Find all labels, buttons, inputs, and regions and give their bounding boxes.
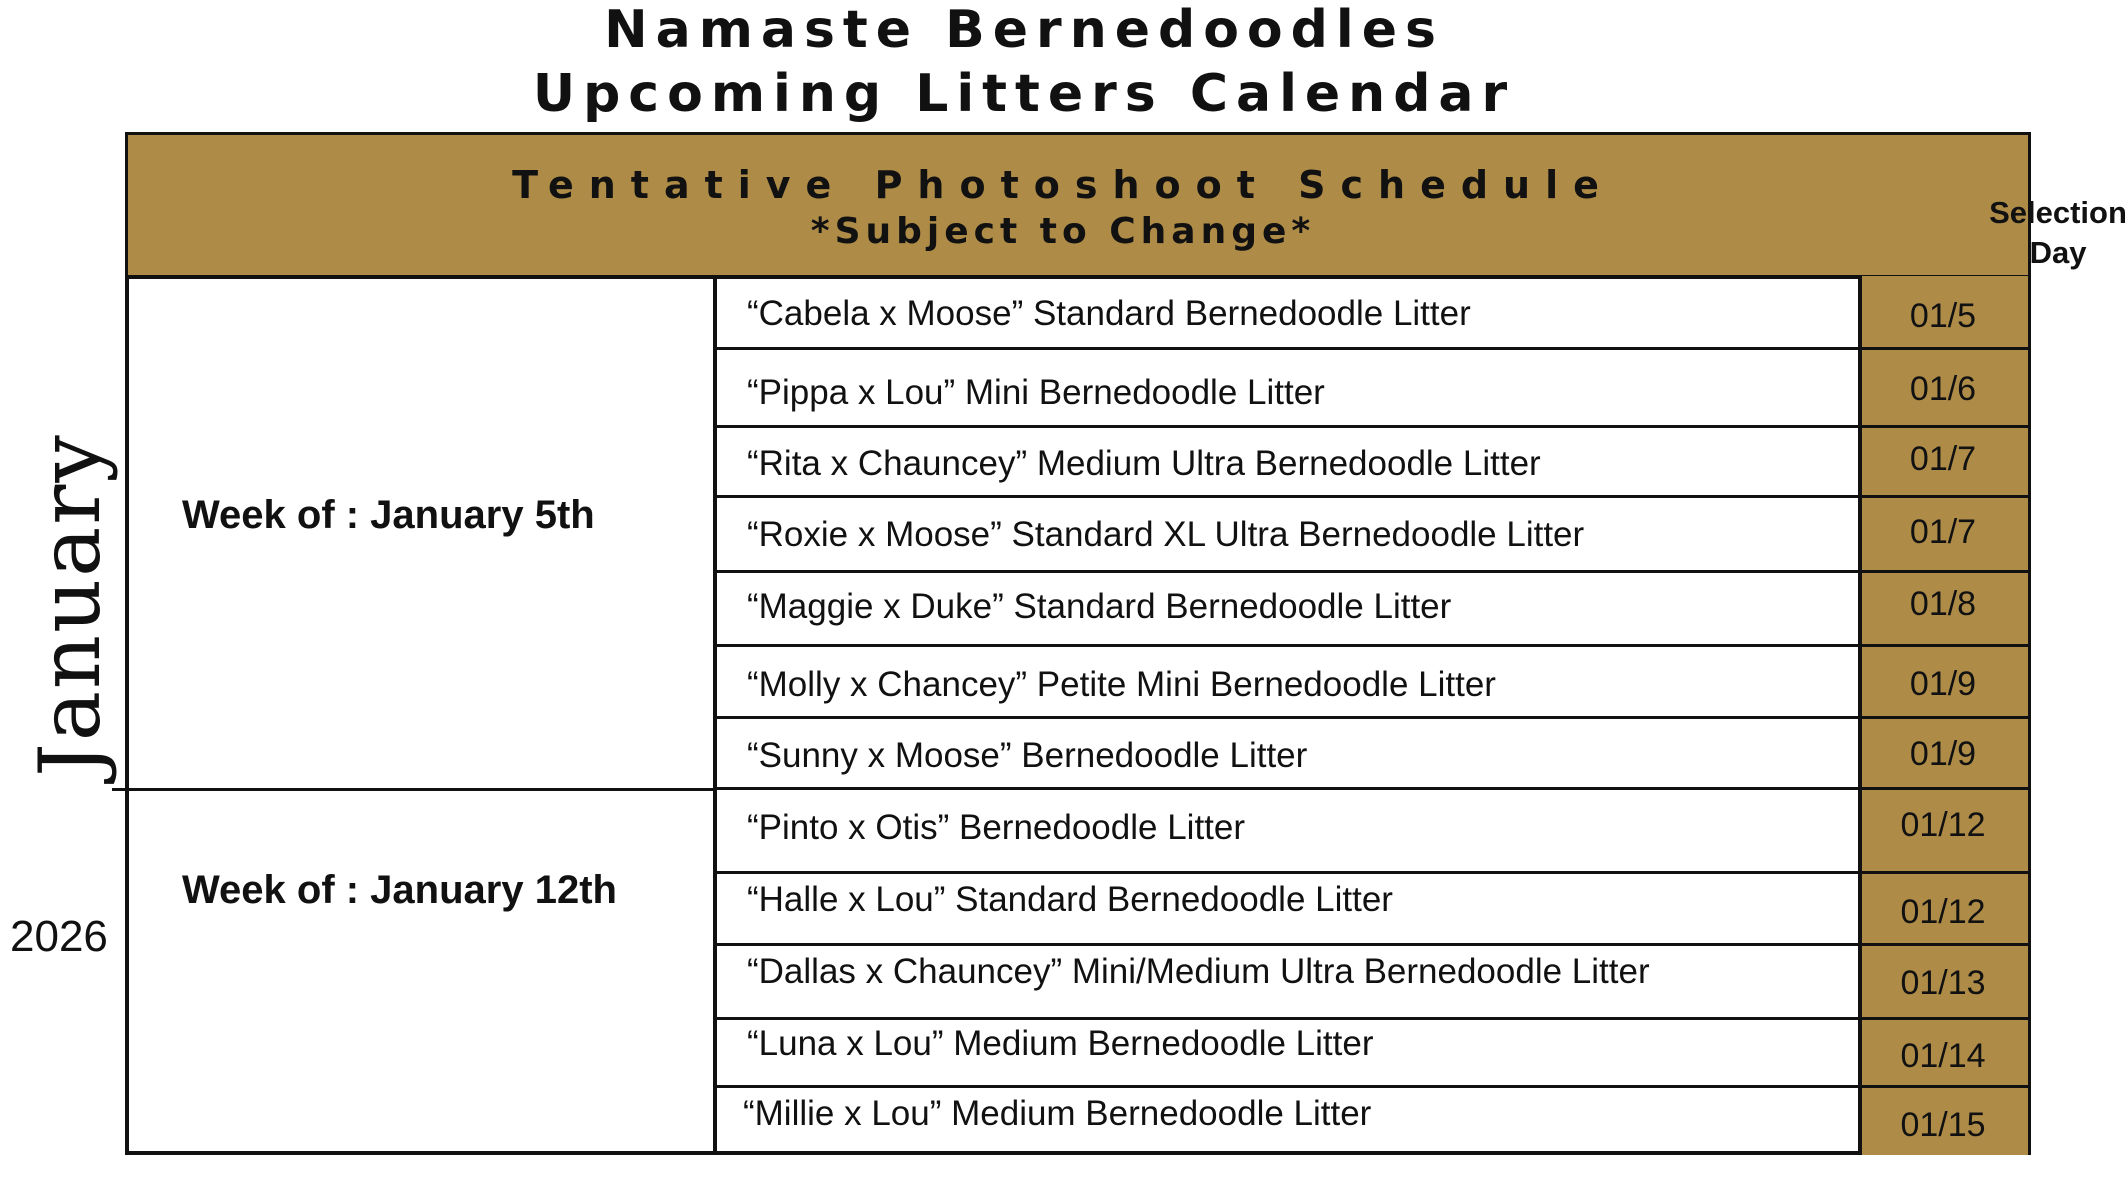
table-row (717, 1020, 2028, 1088)
table-row (717, 1088, 2028, 1151)
selection-day-value: 01/9 (1909, 665, 1977, 703)
litter-name: “Pinto x Otis” Bernedoodle Litter (747, 808, 1246, 847)
litter-name: “Sunny x Moose” Bernedoodle Litter (747, 736, 1308, 775)
table-row (717, 350, 2028, 428)
year-label: 2026 (10, 912, 108, 961)
selection-day-value: 01/13 (1900, 964, 1986, 1002)
litter-name: “Halle x Lou” Standard Bernedoodle Litter (747, 880, 1393, 919)
table-row (717, 573, 2028, 647)
litter-name: “Molly x Chancey” Petite Mini Bernedoodle Litter (747, 665, 1496, 704)
selection-day-value: 01/8 (1909, 585, 1977, 623)
litter-name: “Roxie x Moose” Standard XL Ultra Bernedoodle Litter (747, 515, 1585, 554)
selection-day-value: 01/7 (1909, 513, 1977, 551)
table-row (717, 946, 2028, 1020)
page-title: Namaste Bernedoodles (604, 0, 1444, 60)
week-label-jan-5: Week of : January 5th (182, 493, 595, 537)
week-divider (112, 788, 717, 791)
selection-day-value: 01/6 (1909, 370, 1977, 408)
litter-name: “Luna x Lou” Medium Bernedoodle Litter (747, 1024, 1374, 1063)
selection-day-value: 01/12 (1900, 806, 1986, 844)
litter-name: “Rita x Chauncey” Medium Ultra Bernedoodle Litter (747, 444, 1541, 483)
selection-day-heading-line2: Day (2029, 235, 2087, 270)
selection-day-heading-line1: Selection (1989, 195, 2127, 230)
selection-day-value: 01/14 (1900, 1037, 1986, 1075)
week-label-jan-12: Week of : January 12th (182, 868, 617, 912)
table-row (717, 719, 2028, 790)
page-subtitle: Upcoming Litters Calendar (532, 64, 1516, 124)
table-row (717, 428, 2028, 498)
litter-name: “Pippa x Lou” Mini Bernedoodle Litter (747, 373, 1325, 412)
litter-name: “Millie x Lou” Medium Bernedoodle Litter (743, 1094, 1372, 1133)
table-row (717, 874, 2028, 946)
litter-name: “Maggie x Duke” Standard Bernedoodle Litter (747, 587, 1452, 626)
table-row (717, 790, 2028, 874)
litter-name: “Dallas x Chauncey” Mini/Medium Ultra Bernedoodle Litter (747, 952, 1650, 991)
table-header (128, 135, 2127, 279)
selection-day-value: 01/15 (1900, 1106, 1986, 1144)
selection-day-value: 01/9 (1909, 735, 1977, 773)
selection-day-value: 01/5 (1909, 297, 1977, 335)
schedule-heading: Tentative Photoshoot Schedule (512, 163, 1614, 207)
selection-day-heading (1988, 193, 2128, 273)
table-row (717, 498, 2028, 573)
table-row (717, 647, 2028, 719)
subject-to-change-note: *Subject to Change* (810, 211, 1316, 252)
litter-name: “Cabela x Moose” Standard Bernedoodle Litter (747, 294, 1471, 333)
selection-day-value: 01/7 (1909, 440, 1977, 478)
selection-day-value: 01/12 (1900, 893, 1986, 931)
table-row (717, 279, 2028, 350)
month-label: January (21, 433, 119, 777)
